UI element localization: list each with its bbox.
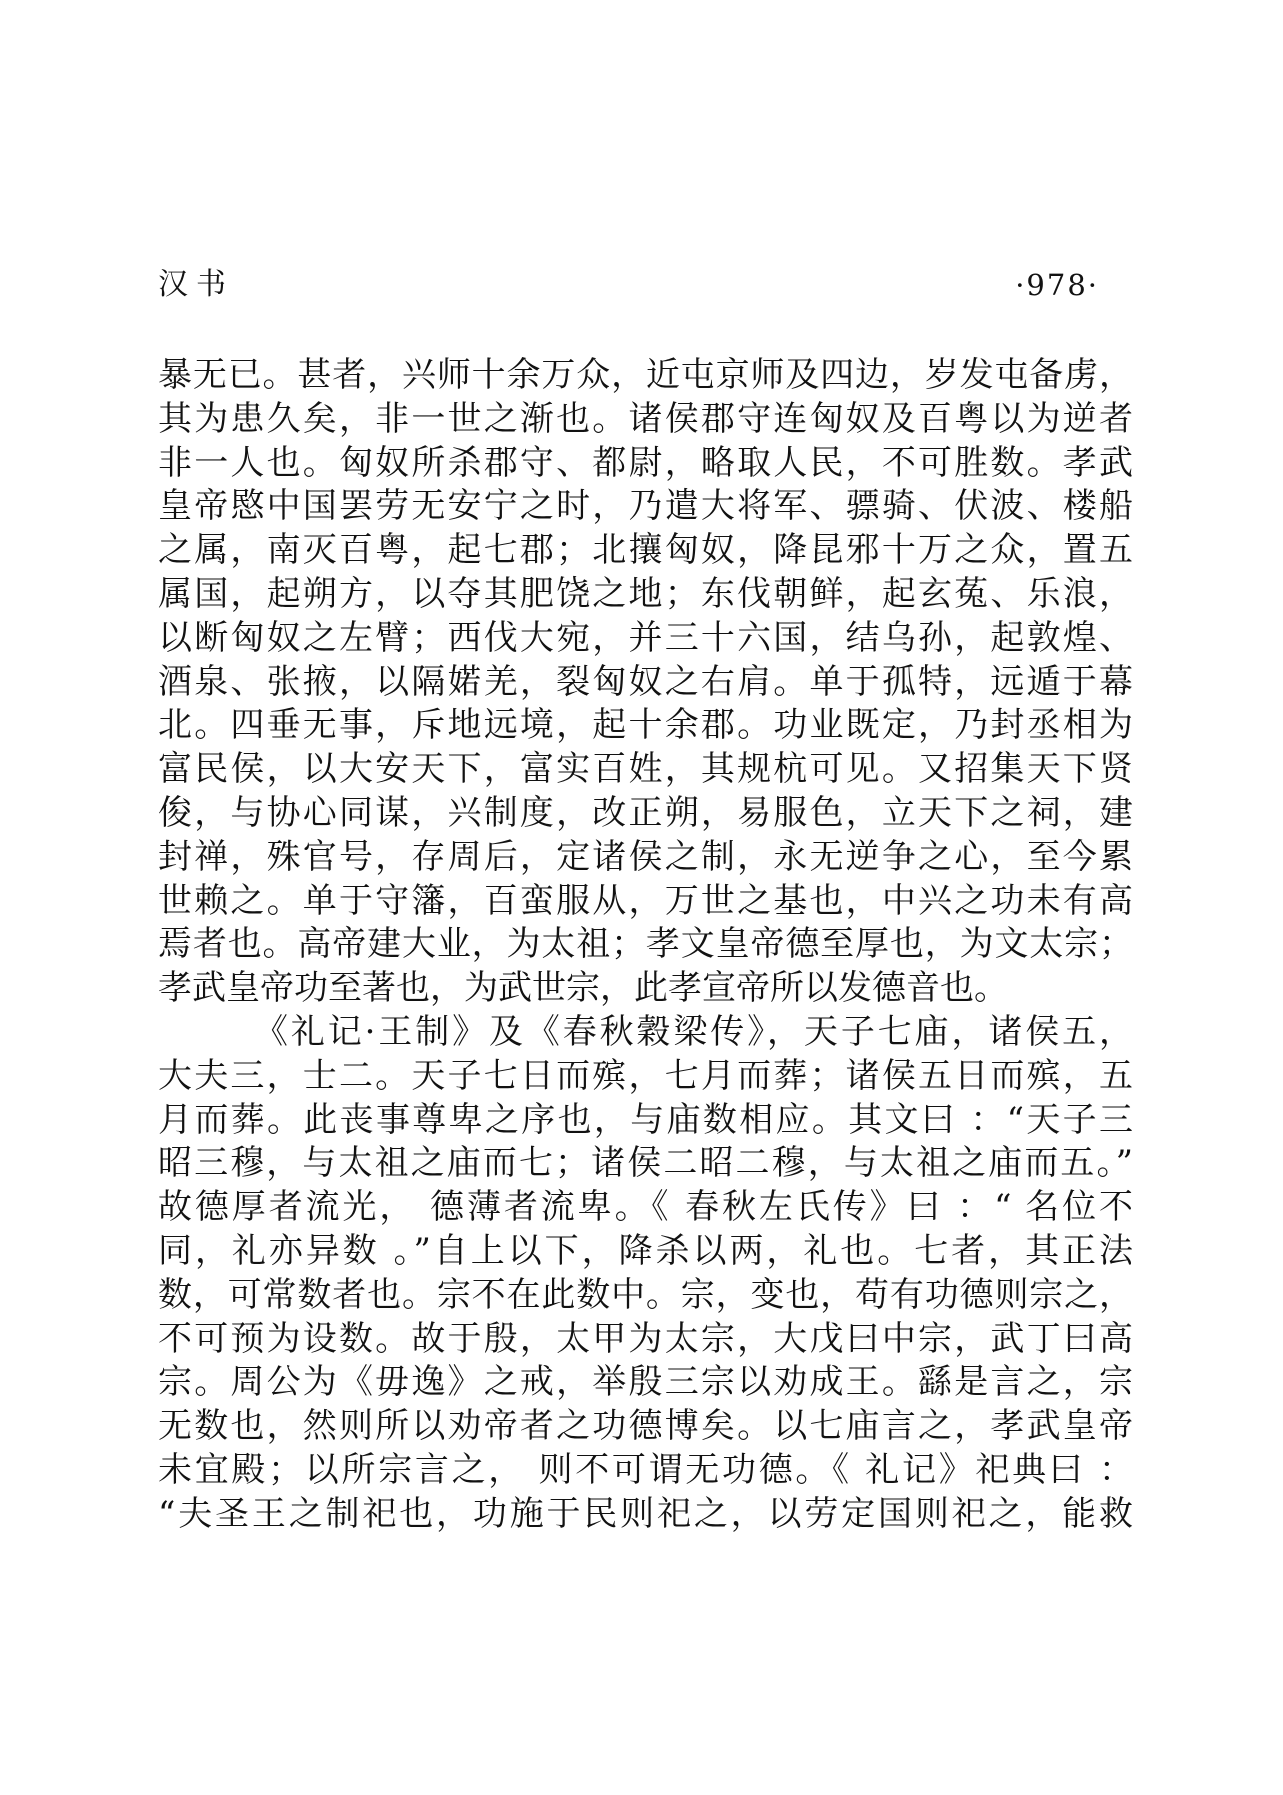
text-line: 孝武皇帝功至著也，为武世宗，此孝宣帝所以发德音也。: [158, 968, 1008, 1009]
text-line: 封禅，殊官号，存周后，定诸侯之制，永无逆争之心，至今累: [158, 836, 1133, 877]
running-header: [158, 266, 1135, 302]
text-line: 属国，起朔方，以夺其肥饶之地；东伐朝鲜，起玄菟、乐浪，: [158, 573, 1133, 614]
text-line: 世赖之。单于守籓，百蛮服从，万世之基也，中兴之功未有高: [158, 880, 1133, 921]
text-line: 未宜殿；以所宗言之， 则不可谓无功德。《 礼记》祀典曰 ：: [158, 1449, 1133, 1490]
text-line: 月而葬。此丧事尊卑之序也，与庙数相应。其文曰 ：“天子三: [158, 1099, 1133, 1140]
text-line: 不可预为设数。故于殷，太甲为太宗，大戊曰中宗，武丁曰高: [158, 1318, 1133, 1359]
text-line: 焉者也。高帝建大业，为太祖；孝文皇帝德至厚也，为文太宗；: [158, 924, 1133, 965]
text-line: 酒泉、张掖，以隔婼羌，裂匈奴之右肩。单于孤特，远遁于幕: [158, 661, 1133, 702]
text-line: 以断匈奴之左臂；西伐大宛，并三十六国，结乌孙，起敦煌、: [158, 617, 1133, 658]
text-line: 宗。周公为《毋逸》之戒，举殷三宗以劝成王。繇是言之，宗: [158, 1362, 1133, 1403]
text-line: 《礼记·王制》及《春秋穀梁传》，天子七庙，诸侯五，: [254, 1011, 1133, 1052]
text-line: 皇帝愍中国罢劳无安宁之时，乃遣大将军、骠骑、伏波、楼船: [158, 486, 1133, 527]
text-line: 俊，与协心同谋，兴制度，改正朔，易服色，立天下之祠，建: [158, 792, 1133, 833]
text-line: 无数也，然则所以劝帝者之功德博矣。以七庙言之，孝武皇帝: [158, 1406, 1133, 1447]
text-line: 非一人也。匈奴所杀郡守、都尉，略取人民，不可胜数。孝武: [158, 442, 1133, 483]
text-line: 昭三穆，与太祖之庙而七；诸侯二昭二穆，与太祖之庙而五。”: [158, 1143, 1133, 1184]
text-line: 其为患久矣，非一世之渐也。诸侯郡守连匈奴及百粤以为逆者: [158, 398, 1133, 439]
text-line: 北。四垂无事，斥地远境，起十余郡。功业既定，乃封丞相为: [158, 705, 1133, 746]
text-line: 故德厚者流光， 德薄者流卑。《 春秋左氏传》曰 ：“ 名位不: [158, 1187, 1133, 1228]
text-line: “夫圣王之制祀也，功施于民则祀之，以劳定国则祀之，能救: [158, 1493, 1133, 1534]
body-text: [158, 354, 1133, 1537]
text-line: 数，可常数者也。宗不在此数中。宗，变也，苟有功德则宗之，: [158, 1274, 1133, 1315]
page-number: ·978·: [1015, 268, 1099, 302]
text-line: 同，礼亦异数 。”自上以下，降杀以两，礼也。七者，其正法: [158, 1230, 1133, 1271]
text-line: 之属，南灭百粤，起七郡；北攘匈奴，降昆邪十万之众，置五: [158, 530, 1133, 571]
text-line: 暴无已。甚者，兴师十余万众，近屯京师及四边，岁发屯备虏，: [158, 355, 1133, 395]
book-title: 汉书: [158, 267, 234, 302]
text-line: 大夫三，士二。天子七日而殡，七月而葬；诸侯五日而殡，五: [158, 1055, 1133, 1096]
text-line: 富民侯，以大安天下，富实百姓，其规杭可见。又招集天下贤: [158, 749, 1133, 790]
